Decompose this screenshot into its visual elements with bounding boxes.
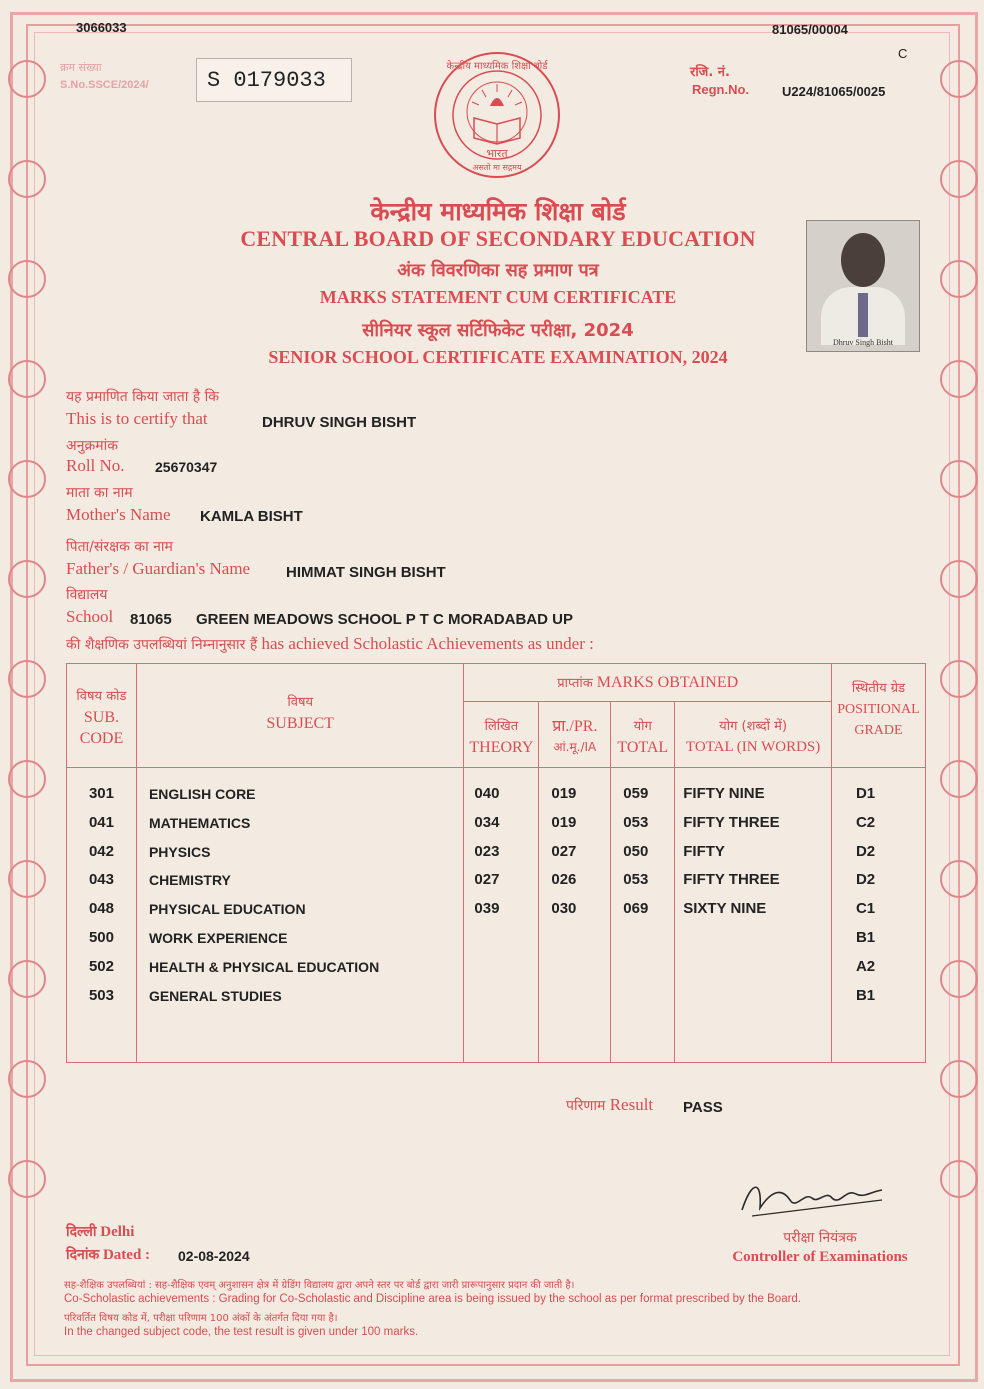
- subject-name: PHYSICAL EDUCATION: [148, 901, 306, 918]
- col-words: [675, 768, 832, 1063]
- col-total: [611, 768, 675, 1063]
- roll-number: 25670347: [155, 459, 218, 475]
- total-marks: 053: [623, 871, 649, 889]
- note-2-en: In the changed subject code, the test result is given under 100 marks.: [64, 1326, 419, 1338]
- father-label-en: Father's / Guardian's Name: [66, 559, 251, 578]
- header-code: विषय कोड SUB. CODE: [67, 664, 137, 768]
- positional-grade: D2: [855, 842, 876, 860]
- exam-title-hi: सीनियर स्कूल सर्टिफिकेट परीक्षा, 2024: [362, 320, 634, 341]
- result-label-en: Result: [609, 1095, 654, 1114]
- serial-number-left: 3066033: [76, 20, 127, 35]
- theory-marks: 023: [474, 842, 500, 860]
- total-in-words: SIXTY NINE: [683, 900, 767, 918]
- theory-marks: [474, 924, 538, 953]
- positional-grade: B1: [855, 928, 876, 946]
- practical-marks: 019: [551, 813, 577, 831]
- header-marks-obtained: प्राप्तांक MARKS OBTAINED: [464, 664, 832, 702]
- theory-marks: 040: [474, 785, 500, 802]
- date-value: 02-08-2024: [178, 1248, 250, 1264]
- student-name: DHRUV SINGH BISHT: [262, 414, 417, 431]
- practical-marks: 026: [551, 871, 577, 889]
- subject-name: CHEMISTRY: [148, 872, 231, 889]
- practical-marks: [551, 953, 610, 982]
- practical-marks: [551, 924, 610, 953]
- total-marks: [623, 924, 674, 953]
- total-in-words: [683, 953, 831, 982]
- theory-marks: 039: [474, 900, 500, 918]
- positional-grade: C1: [855, 900, 876, 918]
- theory-marks: 027: [474, 871, 500, 889]
- result-line: [566, 1095, 653, 1115]
- school-label-en: School: [66, 607, 114, 626]
- father-name: HIMMAT SINGH BISHT: [286, 564, 446, 581]
- total-marks: 069: [623, 900, 649, 918]
- emblem-motto: असतो मा सद्गमय: [472, 163, 522, 172]
- header-theory: लिखित THEORY: [464, 702, 539, 768]
- theory-marks: 034: [474, 813, 500, 831]
- marks-table: [66, 663, 926, 1063]
- board-title-en: CENTRAL BOARD OF SECONDARY EDUCATION: [240, 226, 756, 251]
- subject-name: HEALTH & PHYSICAL EDUCATION: [148, 958, 380, 975]
- roll-label-hi: अनुक्रमांक: [66, 438, 118, 454]
- subject-name: MATHEMATICS: [148, 814, 251, 831]
- positional-grade: D2: [855, 871, 876, 889]
- exam-title-en: SENIOR SCHOOL CERTIFICATE EXAMINATION, 2024: [268, 347, 728, 367]
- col-code: [67, 768, 137, 1063]
- subject-name: ENGLISH CORE: [148, 786, 256, 802]
- subject-code: 043: [88, 871, 114, 889]
- positional-grade: B1: [855, 986, 876, 1004]
- note-2-hi: परिवर्तित विषय कोड में, परीक्षा परिणाम 100 अंकों के अंतर्गत दिया गया है।: [64, 1313, 338, 1324]
- achieved-line: [66, 634, 594, 654]
- sno-label-hi: क्रम संख्या: [60, 61, 102, 74]
- total-in-words: FIFTY NINE: [683, 785, 765, 802]
- col-subject: [136, 768, 463, 1063]
- total-in-words: [683, 982, 831, 1011]
- header-subject: विषय SUBJECT: [136, 664, 463, 768]
- corner-letter: C: [898, 46, 908, 61]
- subject-code: 301: [88, 785, 114, 802]
- practical-marks: [551, 982, 610, 1011]
- serial-number-box: S 0179033: [196, 58, 352, 102]
- note-1-hi: सह-शैक्षिक उपलब्धियां : सह-शैक्षिक एवम् अनुशासन क्षेत्र में ग्रेडिंग विद्यालय द्वारा अपने स्तर पर बोर्ड द्वारा जारी प्रारूपानुसार प्रदान की जाती है।: [64, 1280, 575, 1291]
- total-marks: 050: [623, 842, 649, 860]
- header-practical: प्रा./PR. आं.मू./IA: [539, 702, 611, 768]
- mother-label-en: Mother's Name: [66, 505, 171, 524]
- theory-marks: [474, 982, 538, 1011]
- header-total: योग TOTAL: [611, 702, 675, 768]
- achieved-label-en: has achieved Scholastic Achievements as under :: [261, 634, 594, 653]
- emblem-ring-text: केन्द्रीय माध्यमिक शिक्षा बोर्ड: [446, 61, 548, 72]
- practical-marks: 027: [551, 842, 577, 860]
- practical-marks: 030: [551, 900, 577, 918]
- regn-number: U224/81065/0025: [782, 84, 886, 99]
- doc-title-en: MARKS STATEMENT CUM CERTIFICATE: [319, 287, 677, 307]
- father-label-hi: पिता/संरक्षक का नाम: [66, 539, 173, 555]
- note-1-en: Co-Scholastic achievements : Grading for Co-Scholastic and Discipline area is being issued by the school as per format prescribed by the Board.: [64, 1293, 802, 1305]
- subject-name: WORK EXPERIENCE: [148, 929, 288, 946]
- subject-code: 502: [88, 957, 114, 975]
- total-in-words: FIFTY: [683, 842, 725, 860]
- certify-label-hi: यह प्रमाणित किया जाता है कि: [66, 389, 220, 405]
- col-theory: [464, 768, 539, 1063]
- doc-title-hi: अंक विवरणिका सह प्रमाण पत्र: [397, 260, 599, 281]
- total-marks: [623, 953, 674, 982]
- sno-label-en: S.No.SSCE/2024/: [60, 79, 149, 91]
- subject-code: 042: [88, 842, 114, 860]
- total-marks: [623, 982, 674, 1011]
- serial-number-right: 81065/00004: [772, 22, 848, 37]
- student-photo: [806, 220, 920, 352]
- total-in-words: FIFTY THREE: [683, 813, 780, 831]
- roll-label-en: Roll No.: [66, 456, 125, 475]
- positional-grade: C2: [855, 813, 876, 831]
- theory-marks: [474, 953, 538, 982]
- subject-code: 500: [88, 928, 114, 946]
- school-label-hi: विद्यालय: [66, 587, 108, 603]
- subject-code: 503: [88, 986, 114, 1004]
- total-in-words: [683, 924, 831, 953]
- place-line: दिल्ली Delhi: [66, 1224, 135, 1240]
- subject-code: 041: [88, 813, 114, 831]
- dated-line: दिनांक Dated :: [66, 1247, 151, 1263]
- subject-name: PHYSICS: [148, 843, 211, 860]
- col-practical: [539, 768, 611, 1063]
- subject-name: GENERAL STUDIES: [148, 987, 282, 1004]
- result-label-hi: परिणाम: [566, 1098, 606, 1114]
- board-title-hi: केन्द्रीय माध्यमिक शिक्षा बोर्ड: [370, 197, 626, 226]
- mother-name: KAMLA BISHT: [200, 508, 303, 525]
- school-name: GREEN MEADOWS SCHOOL P T C MORADABAD UP: [196, 611, 573, 628]
- mother-label-hi: माता का नाम: [66, 485, 133, 501]
- emblem-country: भारत: [486, 147, 508, 160]
- certify-label-en: This is to certify that: [66, 409, 208, 428]
- total-marks: 053: [623, 813, 649, 831]
- school-code: 81065: [130, 611, 172, 628]
- header-grade: स्थितीय ग्रेड POSITIONAL GRADE: [831, 664, 925, 768]
- total-marks: 059: [623, 785, 649, 802]
- controller-title-en: Controller of Examinations: [732, 1249, 908, 1265]
- positional-grade: A2: [855, 957, 876, 975]
- header-total-words: योग (शब्दों में) TOTAL (IN WORDS): [675, 702, 832, 768]
- achieved-label-hi: की शैक्षणिक उपलब्धियां निम्नानुसार हैं: [66, 637, 258, 653]
- total-in-words: FIFTY THREE: [683, 871, 780, 889]
- practical-marks: 019: [551, 785, 577, 802]
- regn-label-hi: रजि. नं.: [690, 65, 730, 80]
- cbse-emblem: [432, 50, 562, 180]
- photo-caption: Dhruv Singh Bisht: [832, 338, 893, 347]
- controller-signature: [732, 1170, 892, 1230]
- col-grade: [831, 768, 925, 1063]
- positional-grade: D1: [855, 785, 876, 802]
- result-value: PASS: [683, 1099, 723, 1116]
- regn-label-en: Regn.No.: [692, 82, 750, 97]
- subject-code: 048: [88, 900, 114, 918]
- controller-title-hi: परीक्षा नियंत्रक: [783, 1230, 857, 1246]
